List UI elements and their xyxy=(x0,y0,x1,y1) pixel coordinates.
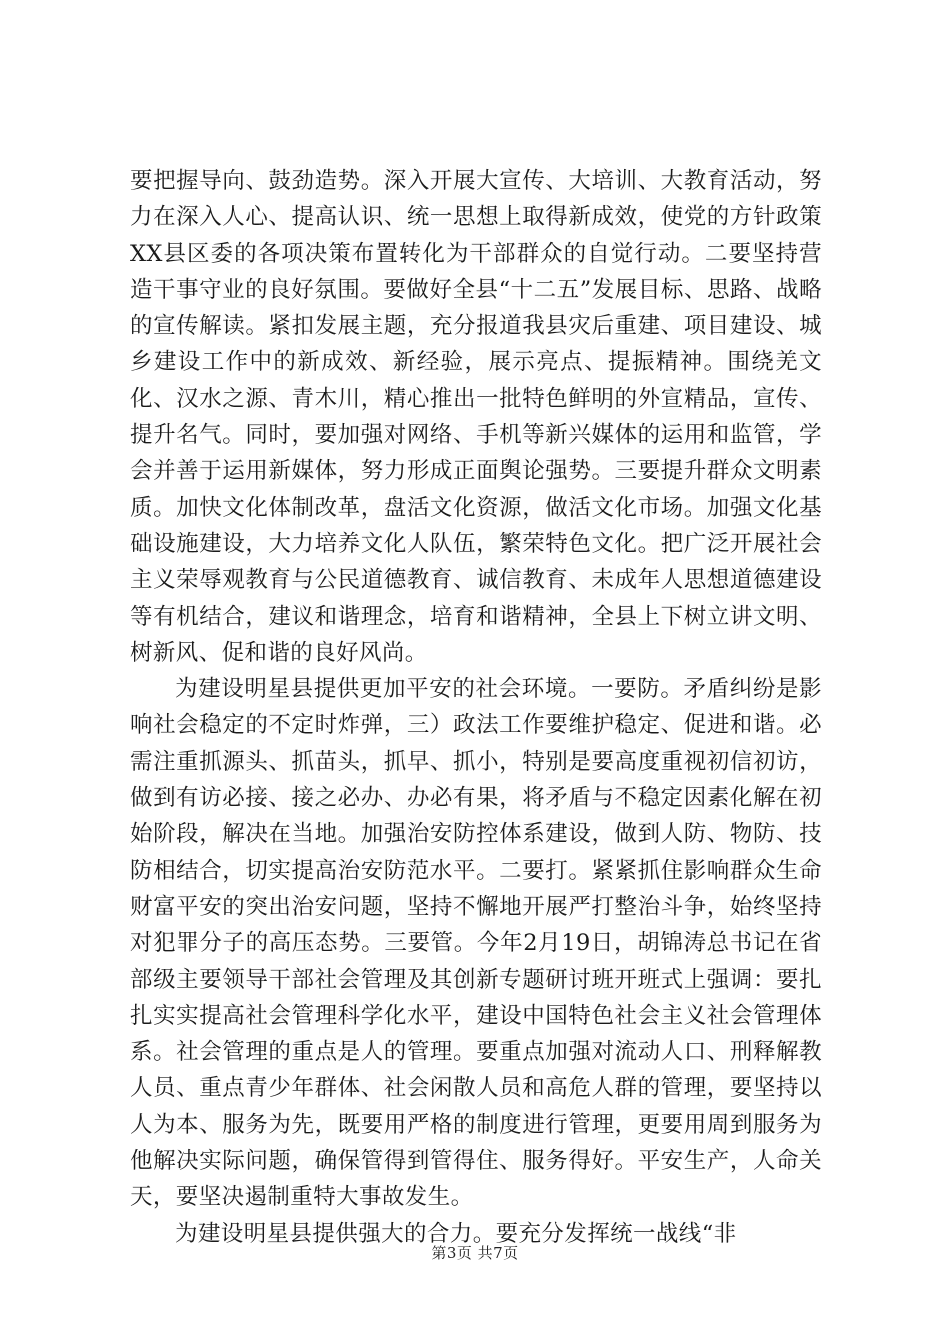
paragraph-3: 为建设明星县提供强大的合力。要充分发挥统一战线“非 xyxy=(175,1220,737,1247)
page-number-footer: 第3页 共7页 xyxy=(431,1244,519,1262)
paragraph-2: 为建设明星县提供更加平安的社会环境。一要防。矛盾纠纷是影响社会稳定的不定时炸弹，三）政法工作要维护稳定、促进和谐。必需注重抓源头、抓苗头，抓早、抓小，特别是要高度重视初信初访，做到有访必接、接之必办、办必有果，将矛盾与不稳定因素化解在初始阶段，解决在当地。加强治安防控体系建设，做到人防、物防、技防相结合，切实提高治安防范水平。二要打。紧紧抓住影响群众生命财富平安的突出治安问题，坚持不懈地开展严打整治斗争，始终坚持对犯罪分子的高压态势。三要管。今年2月19日，胡锦涛总书记在省部级主要领导干部社会管理及其创新专题研讨班开班式上强调：要扎扎实实提高社会管理科学化水平，建设中国特色社会主义社会管理体系。社会管理的重点是人的管理。要重点加强对流动人口、刑释解教人员、重点青少年群体、社会闲散人员和高危人群的管理，要坚持以人为本、服务为先，既要用严格的制度进行管理，更要用周到服务为他解决实际问题，确保管得到管得住、服务得好。平安生产，人命关天，要坚决遏制重特大事故发生。 xyxy=(130,676,822,1211)
document-body xyxy=(130,163,822,1252)
paragraph-1: 要把握导向、鼓劲造势。深入开展大宣传、大培训、大教育活动，努力在深入人心、提高认识、统一思想上取得新成效，使党的方针政策XX县区委的各项决策布置转化为干部群众的自觉行动。二要坚持营造干事守业的良好氛围。要做好全县“十二五”发展目标、思路、战略的宣传解读。紧扣发展主题，充分报道我县灾后重建、项目建设、城乡建设工作中的新成效、新经验，展示亮点、提振精神。围绕羌文化、汉水之源、青木川，精心推出一批特色鲜明的外宣精品，宣传、提升名气。同时，要加强对网络、手机等新兴媒体的运用和监管，学会并善于运用新媒体，努力形成正面舆论强势。三要提升群众文明素质。加快文化体制改革，盘活文化资源，做活文化市场。加强文化基础设施建设，大力培养文化人队伍，繁荣特色文化。把广泛开展社会主义荣辱观教育与公民道德教育、诚信教育、未成年人思想道德建设等有机结合，建议和谐理念，培育和谐精神，全县上下树立讲文明、树新风、促和谐的良好风尚。 xyxy=(130,168,822,666)
